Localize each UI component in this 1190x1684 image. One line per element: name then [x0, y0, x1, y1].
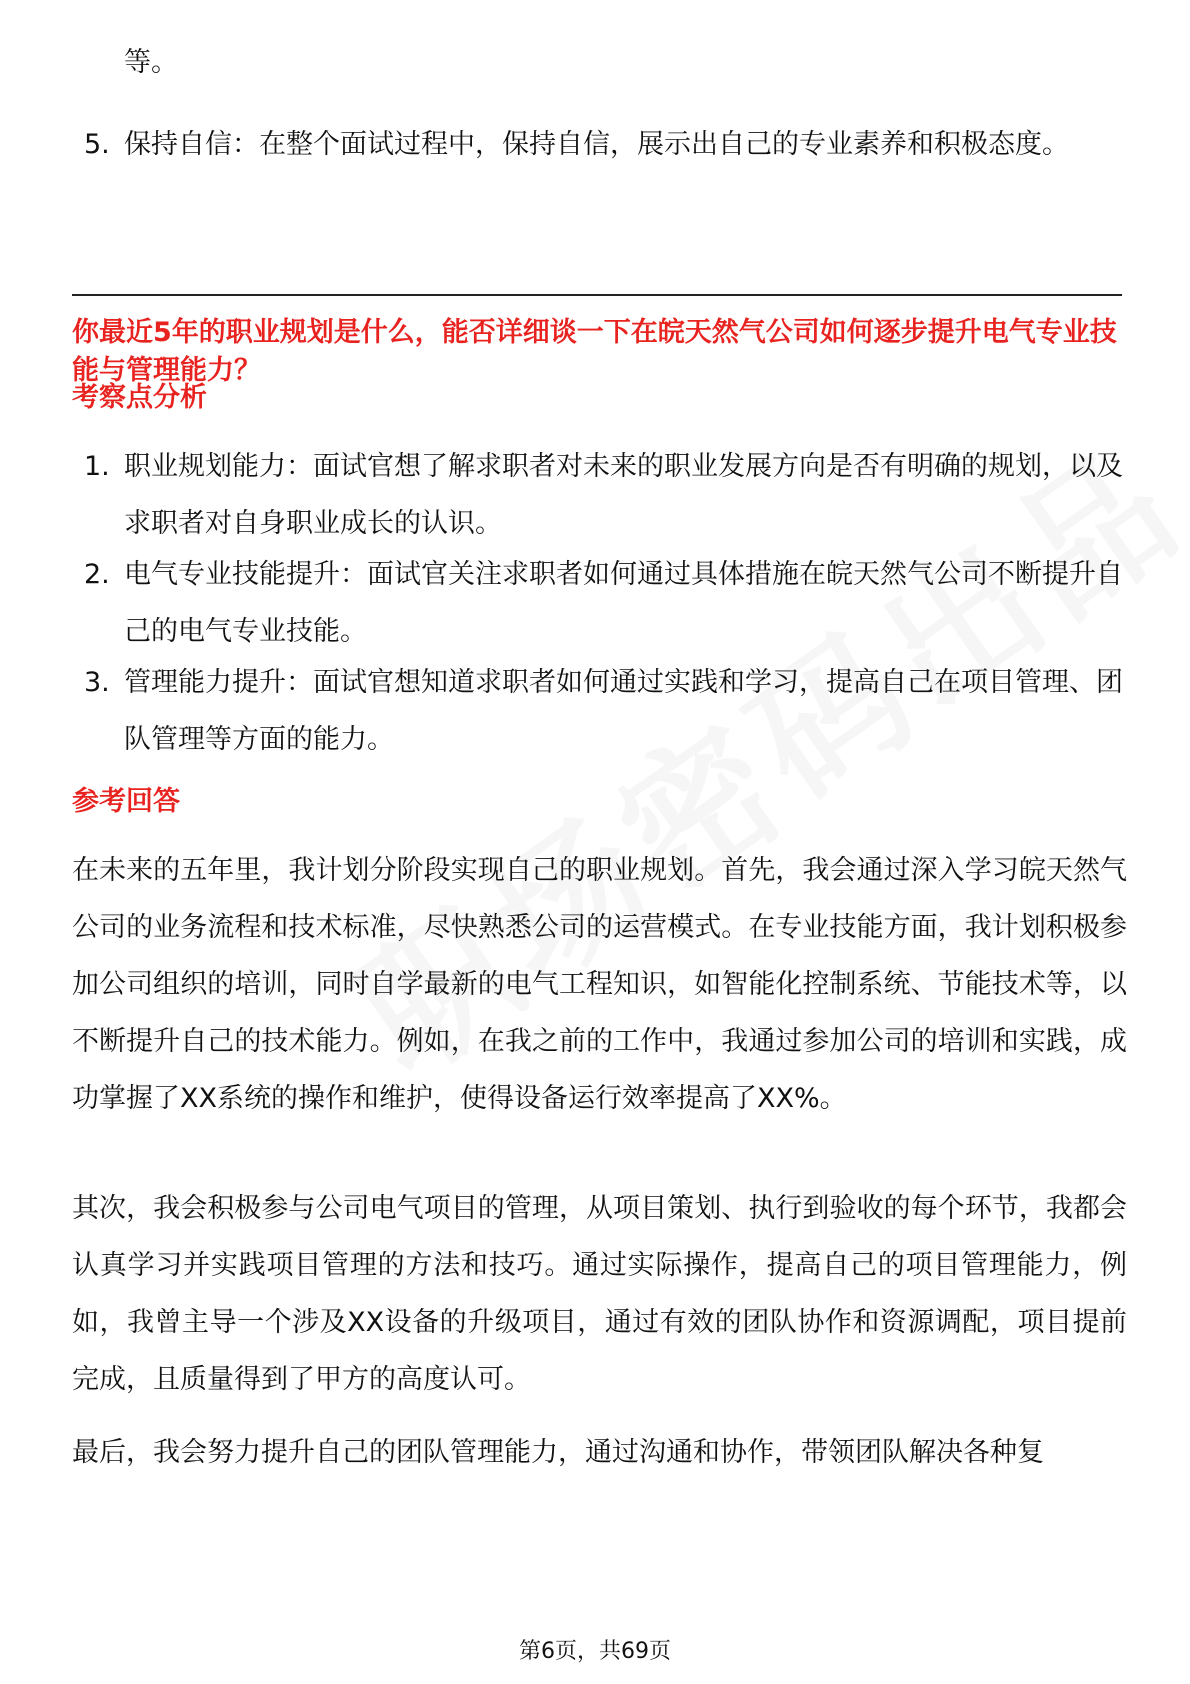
analysis-item-2 [84, 546, 1124, 660]
list-number: 1. [84, 451, 110, 482]
question-heading: 你最近5年的职业规划是什么，能否详细谈一下在皖天然气公司如何逐步提升电气专业技能与管理能力？ [72, 317, 1117, 386]
analysis-item-3 [84, 654, 1124, 768]
list-number: 3. [84, 667, 110, 698]
analysis-item-1 [84, 438, 1124, 552]
list-text: 管理能力提升：面试官想知道求职者如何通过实践和学习，提高自己在项目管理、团队管理等方面的能力。 [124, 667, 1123, 755]
list-number: 2. [84, 559, 110, 590]
list-number: 5. [84, 129, 110, 160]
list-text: 保持自信：在整个面试过程中，保持自信，展示出自己的专业素养和积极态度。 [124, 129, 1069, 160]
page-footer: 第6页，共69页 [519, 1639, 671, 1664]
analysis-title: 考察点分析 [72, 382, 207, 413]
answer-title: 参考回答 [72, 786, 180, 817]
list-text: 电气专业技能提升：面试官关注求职者如何通过具体措施在皖天然气公司不断提升自己的电气专业技能。 [124, 559, 1123, 647]
list-item [84, 116, 1124, 173]
answer-paragraph-2: 其次，我会积极参与公司电气项目的管理，从项目策划、执行到验收的每个环节，我都会认真学习并实践项目管理的方法和技巧。通过实际操作，提高自己的项目管理能力，例如，我曾主导一个涉及XX设备的升级项目，通过有效的团队协作和资源调配，项目提前完成，且质量得到了甲方的高度认可。 [72, 1193, 1127, 1395]
list-text: 职业规划能力：面试官想了解求职者对未来的职业发展方向是否有明确的规划，以及求职者对自身职业成长的认识。 [124, 451, 1123, 539]
section-divider [72, 294, 1122, 296]
answer-paragraph-1: 在未来的五年里，我计划分阶段实现自己的职业规划。首先，我会通过深入学习皖天然气公司的业务流程和技术标准，尽快熟悉公司的运营模式。在专业技能方面，我计划积极参加公司组织的培训，同时自学最新的电气工程知识，如智能化控制系统、节能技术等，以不断提升自己的技术能力。例如，在我之前的工作中，我通过参加公司的培训和实践，成功掌握了XX系统的操作和维护，使得设备运行效率提高了XX%。 [72, 855, 1127, 1114]
answer-paragraph-3: 最后，我会努力提升自己的团队管理能力，通过沟通和协作，带领团队解决各种复 [72, 1437, 1044, 1468]
continued-text: 等。 [124, 47, 178, 78]
